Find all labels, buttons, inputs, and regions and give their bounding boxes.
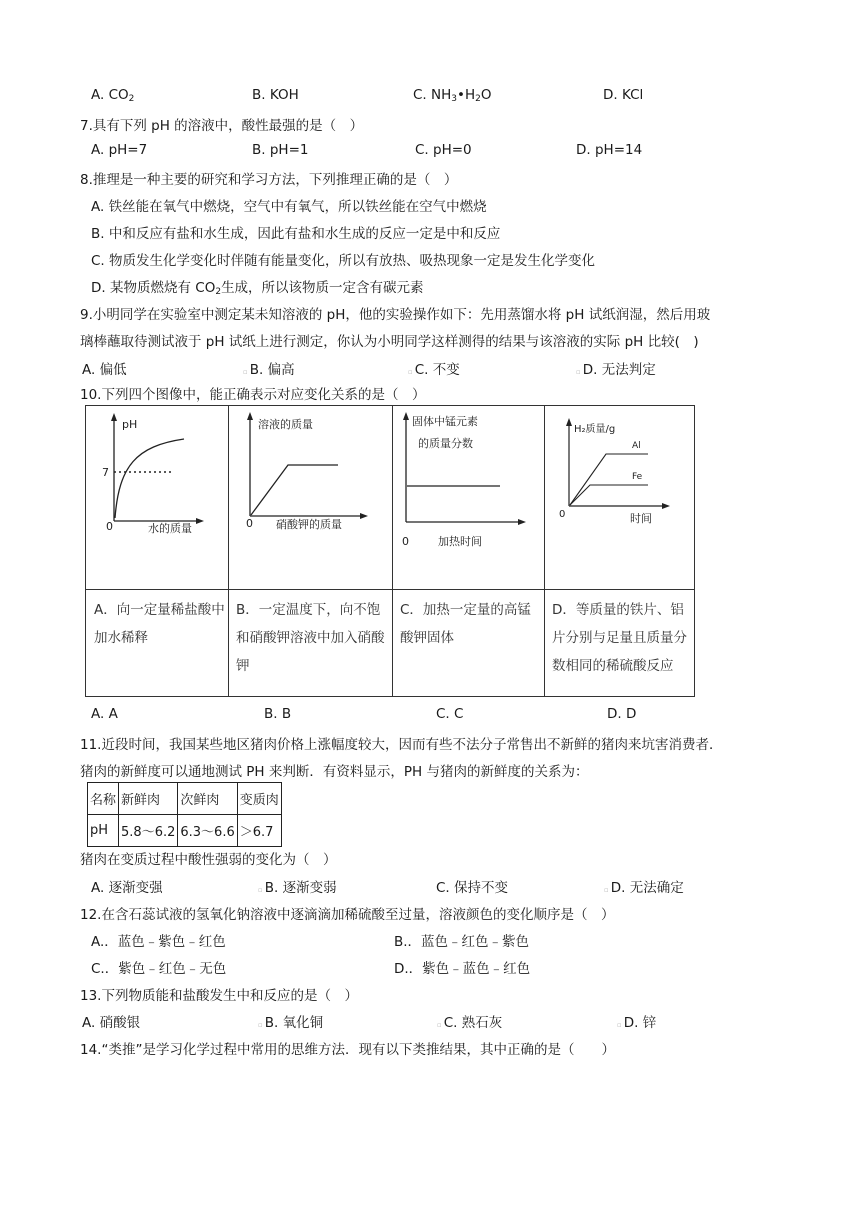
chart-b-origin: 0 bbox=[246, 517, 253, 530]
q10-option-b: B. B bbox=[264, 706, 292, 722]
chart-d-caption: D．等质量的铁片、铝片分别与足量且质量分数相同的稀硫酸反应 bbox=[552, 602, 687, 674]
q11-option-c: C. 保持不变 bbox=[436, 880, 509, 896]
q14-stem: 14.“类推”是学习化学过程中常用的思维方法．现有以下类推结果，其中正确的是（ ） bbox=[80, 1042, 615, 1058]
q9-option-a: A. 偏低 bbox=[82, 362, 127, 378]
q10-option-c: C. C bbox=[436, 706, 464, 722]
q7-option-a: A. pH=7 bbox=[91, 142, 148, 158]
q9-stem-line1: 9.小明同学在实验室中测定某未知溶液的 pH，他的实验操作如下：先用蒸馏水将 pH 试纸润湿，然后用玻 bbox=[80, 307, 711, 323]
chart-b-x-arrow bbox=[360, 513, 368, 519]
table-row bbox=[88, 815, 282, 847]
chart-d-label-fe: Fe bbox=[632, 472, 643, 482]
q11-stem-line1: 11.近段时间，我国某些地区猪肉价格上涨幅度较大，因而有些不法分子常售出不新鲜的猪肉来坑害消费者． bbox=[80, 737, 723, 753]
q11-option-d: ▫ D. 无法确定 bbox=[604, 880, 684, 896]
table-row bbox=[88, 783, 282, 815]
table-header-cell: 名称 bbox=[88, 783, 119, 815]
chart-a-tick-7: 7 bbox=[102, 466, 109, 479]
chart-b-graph bbox=[228, 406, 392, 589]
q13-option-c: ▫ C. 熟石灰 bbox=[437, 1015, 503, 1031]
chart-d-cell bbox=[544, 406, 694, 696]
chart-d-ylabel: H₂质量/g bbox=[574, 424, 616, 435]
q9-option-b: ▫ B. 偏高 bbox=[243, 362, 295, 378]
q8-option-c: C. 物质发生化学变化时伴随有能量变化，所以有放热、吸热现象一定是发生化学变化 bbox=[91, 253, 596, 269]
q12-option-b: B.．蓝色﹣红色﹣紫色 bbox=[394, 934, 530, 950]
q13-option-b: ▫ B. 氧化铜 bbox=[258, 1015, 324, 1031]
chart-d-y-arrow bbox=[566, 418, 572, 426]
q12-option-c: C.．紫色﹣红色﹣无色 bbox=[91, 961, 227, 977]
chart-c-caption: C．加热一定量的高锰酸钾固体 bbox=[400, 602, 531, 646]
chart-a-caption: A．向一定量稀盐酸中加水稀释 bbox=[94, 602, 225, 646]
chart-a-xlabel: 水的质量 bbox=[148, 522, 192, 535]
chart-d-graph bbox=[544, 406, 694, 589]
q13-option-d: ▫ D. 锌 bbox=[617, 1015, 657, 1031]
q10-option-d: D. D bbox=[607, 706, 637, 722]
chart-d-origin: 0 bbox=[559, 509, 566, 520]
q13-option-a: A. 硝酸银 bbox=[82, 1015, 141, 1031]
q8-option-b: B. 中和反应有盐和水生成，因此有盐和水生成的反应一定是中和反应 bbox=[91, 226, 501, 242]
table-header-cell: 新鲜肉 bbox=[119, 783, 178, 815]
q6-option-b: B. KOH bbox=[252, 87, 299, 103]
q6-option-a: A. $CO_2$ bbox=[91, 87, 135, 104]
chart-a-curve bbox=[115, 439, 184, 518]
chart-b-y-arrow bbox=[247, 412, 253, 420]
q7-option-b: B. pH=1 bbox=[252, 142, 309, 158]
q8-option-a: A. 铁丝能在氧气中燃烧，空气中有氧气，所以铁丝能在空气中燃烧 bbox=[91, 199, 487, 215]
table-cell: ＞6.7 bbox=[237, 815, 281, 847]
chart-d-x-arrow bbox=[662, 503, 670, 509]
q12-option-d: D.．紫色﹣蓝色﹣红色 bbox=[394, 961, 531, 977]
q11-stem-line2: 猪肉的新鲜度可以通地测试 PH 来判断．有资料显示，PH 与猪肉的新鲜度的关系为： bbox=[80, 764, 589, 780]
q8-option-d: D. 某物质燃烧有 $CO_2$生成，所以该物质一定含有碳元素 bbox=[91, 280, 424, 297]
chart-c-y-arrow bbox=[403, 412, 409, 420]
chart-a-origin: 0 bbox=[106, 520, 113, 533]
q11-stem-line3: 猪肉在变质过程中酸性强弱的变化为（ ） bbox=[80, 852, 337, 868]
chart-d-xlabel: 时间 bbox=[630, 512, 652, 525]
chart-b-ylabel: 溶液的质量 bbox=[258, 418, 313, 431]
chart-d-label-al: Al bbox=[632, 441, 641, 451]
chart-a-ylabel: pH bbox=[122, 418, 138, 431]
chart-b-line bbox=[251, 465, 338, 515]
q11-option-a: A. 逐渐变强 bbox=[91, 880, 163, 896]
chart-a-y-arrow bbox=[111, 413, 117, 421]
q10-option-a: A. A bbox=[91, 706, 118, 722]
q11-pork-ph-table bbox=[87, 782, 282, 847]
table-cell: pH bbox=[88, 815, 119, 847]
q12-stem: 12.在含石蕊试液的氢氧化钠溶液中逐滴滴加稀硫酸至过量，溶液颜色的变化顺序是（ ） bbox=[80, 907, 615, 923]
chart-c-origin: 0 bbox=[402, 535, 409, 548]
chart-c-cell bbox=[392, 406, 545, 696]
chart-a-x-arrow bbox=[196, 518, 204, 524]
chart-c-ylabel1: 固体中锰元素 bbox=[412, 415, 478, 428]
q6-option-c: C. $NH_3•H_2O$ bbox=[413, 87, 492, 104]
chart-b-xlabel: 硝酸钾的质量 bbox=[276, 518, 342, 531]
table-cell: 5.8～6.2 bbox=[119, 815, 178, 847]
table-cell: 6.3～6.6 bbox=[178, 815, 237, 847]
q7-option-d: D. pH=14 bbox=[576, 142, 643, 158]
q13-stem: 13.下列物质能和盐酸发生中和反应的是（ ） bbox=[80, 988, 358, 1004]
table-header-cell: 次鲜肉 bbox=[178, 783, 237, 815]
chart-c-xlabel: 加热时间 bbox=[438, 535, 482, 548]
chart-b-cell bbox=[228, 406, 393, 696]
q9-stem-line2: 璃棒蘸取待测试液于 pH 试纸上进行测定，你认为小明同学这样测得的结果与该溶液的实际 pH 比较( ) bbox=[80, 334, 699, 350]
q7-stem: 7.具有下列 pH 的溶液中，酸性最强的是（ ） bbox=[80, 118, 364, 134]
chart-b-caption: B．一定温度下，向不饱和硝酸钾溶液中加入硝酸钾 bbox=[236, 602, 385, 674]
chart-c-graph bbox=[392, 406, 544, 589]
chart-c-x-arrow bbox=[518, 519, 526, 525]
q10-stem: 10.下列四个图像中，能正确表示对应变化关系的是（ ） bbox=[80, 387, 426, 403]
q11-option-b: ▫ B. 逐渐变弱 bbox=[258, 880, 337, 896]
chart-a-graph bbox=[86, 406, 228, 589]
q10-chart-table bbox=[85, 405, 695, 697]
q7-option-c: C. pH=0 bbox=[415, 142, 472, 158]
q8-stem: 8.推理是一种主要的研究和学习方法，下列推理正确的是（ ） bbox=[80, 172, 458, 188]
chart-a-cell bbox=[86, 406, 229, 696]
q6-option-d: D. KCl bbox=[603, 87, 644, 103]
q9-option-c: ▫ C. 不变 bbox=[408, 362, 460, 378]
table-header-cell: 变质肉 bbox=[237, 783, 281, 815]
q9-option-d: ▫ D. 无法判定 bbox=[576, 362, 656, 378]
chart-c-ylabel2: 的质量分数 bbox=[418, 437, 473, 450]
q12-option-a: A.．蓝色﹣紫色﹣红色 bbox=[91, 934, 226, 950]
